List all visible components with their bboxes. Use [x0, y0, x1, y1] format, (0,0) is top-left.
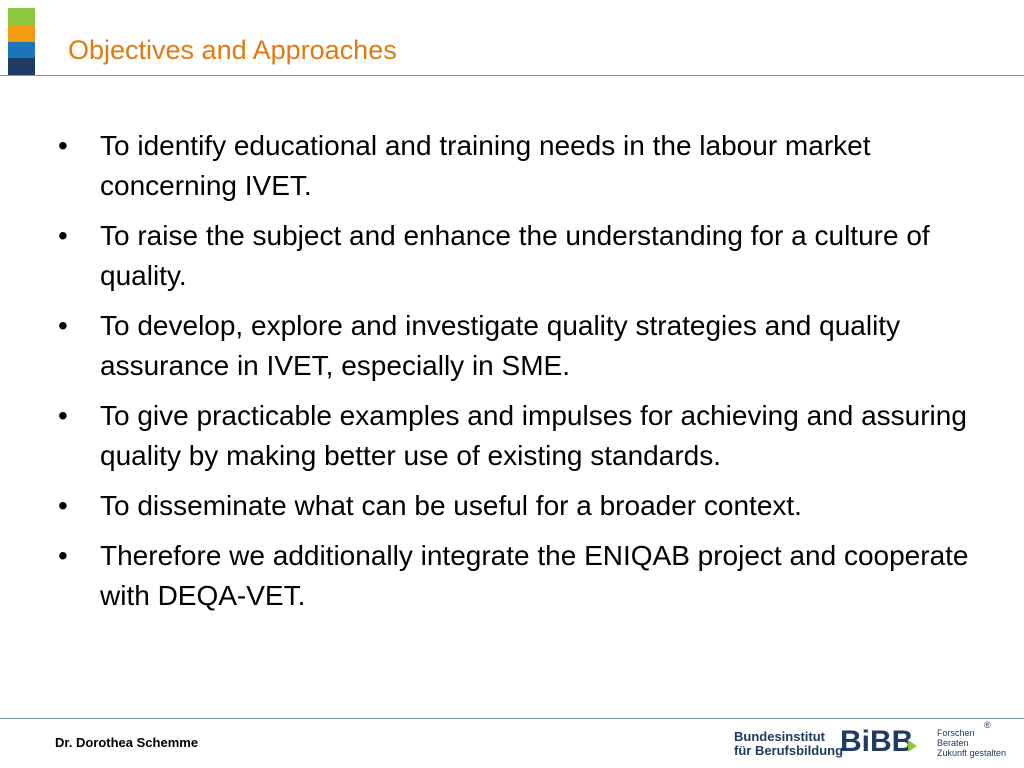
color-bar-segment-orange [8, 25, 35, 42]
logo-mark: BiBB [840, 725, 914, 758]
logo-institute-line2: für Berufsbildung [734, 743, 844, 758]
bullet-dot: • [58, 490, 68, 521]
title-color-bar [8, 8, 35, 75]
bullet-text: Therefore we additionally integrate the ENIQAB project and cooperate with DEQA-VET. [100, 540, 969, 611]
logo-slogan-line1: Forschen [937, 728, 975, 738]
bullet-dot: • [58, 310, 68, 341]
logo-slogan-line2: Beraten [937, 738, 969, 748]
bullet-item [58, 396, 978, 476]
logo-institute-name [734, 730, 843, 758]
color-bar-segment-green [8, 8, 35, 25]
bibb-logo [730, 722, 1020, 766]
bullet-text: To identify educational and training needs in the labour market concerning IVET. [100, 130, 871, 201]
bullet-text: To give practicable examples and impulses for achieving and assuring quality by making better use of existing standards. [100, 400, 967, 471]
bullet-list [58, 126, 978, 626]
author-name: Dr. Dorothea Schemme [55, 735, 199, 750]
bullet-item [58, 306, 978, 386]
footer-divider [0, 718, 1024, 719]
bullet-item [58, 536, 978, 616]
bullet-text: To disseminate what can be useful for a broader context. [100, 490, 802, 521]
bullet-text: To raise the subject and enhance the understanding for a culture of quality. [100, 220, 930, 291]
bullet-dot: • [58, 220, 68, 251]
bullet-dot: • [58, 130, 68, 161]
color-bar-segment-blue [8, 42, 35, 59]
logo-triangle-icon [908, 740, 917, 752]
logo-slogan-line3: Zukunft gestalten [937, 748, 1007, 758]
bullet-item [58, 486, 978, 526]
bullet-item [58, 216, 978, 296]
logo-slogan [937, 728, 1006, 758]
header-divider [0, 75, 1024, 76]
color-bar-segment-navy [8, 58, 35, 75]
slide-title: Objectives and Approaches [68, 35, 397, 65]
logo-institute-line1: Bundesinstitut [734, 729, 825, 744]
registered-mark: ® [984, 720, 991, 730]
bullet-dot: • [58, 540, 68, 571]
bullet-item [58, 126, 978, 206]
bullet-text: To develop, explore and investigate quality strategies and quality assurance in IVET, especially in SME. [100, 310, 901, 381]
bullet-dot: • [58, 400, 68, 431]
